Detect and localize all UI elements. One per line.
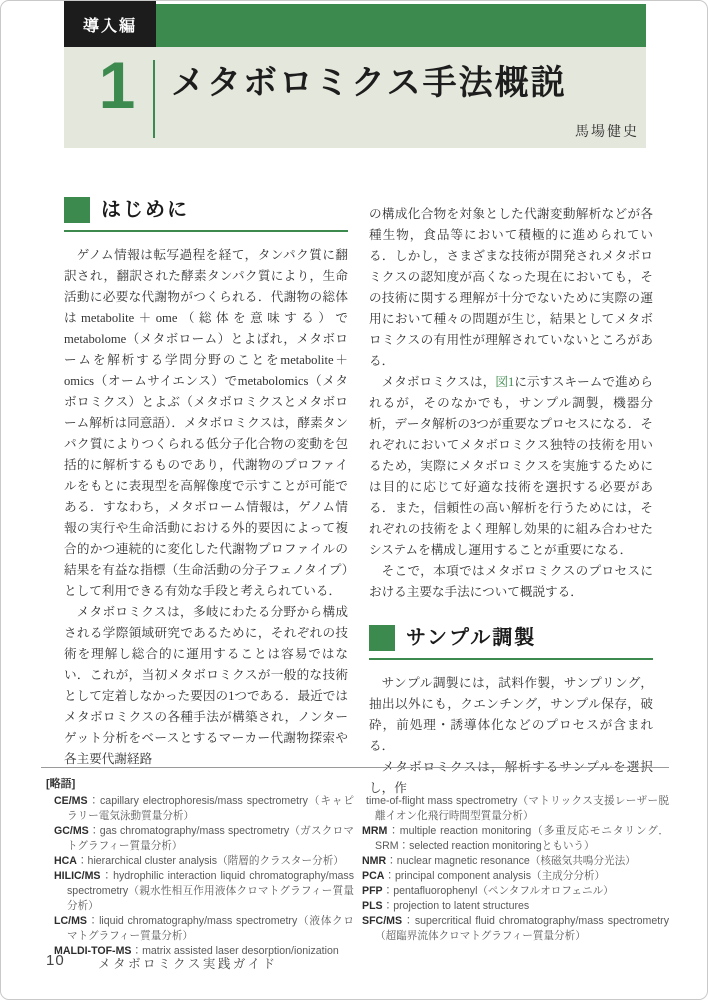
glossary-term: HCA: [54, 855, 77, 867]
glossary-entry: [362, 869, 669, 884]
glossary-def: ：liquid chromatography/mass spectrometry（液体クロマトグラフィー質量分析）: [67, 915, 354, 942]
chapter-title: メタボロミクス手法概説: [171, 64, 567, 102]
glossary-def: ：projection to latent structures: [382, 900, 530, 912]
chapter-header: [64, 47, 646, 148]
page-number: 10: [46, 952, 65, 969]
glossary-entry-continuation: [362, 794, 669, 824]
glossary-term: NMR: [362, 855, 387, 867]
section-heading-intro: [64, 197, 348, 232]
glossary-entry: [54, 914, 354, 944]
header-green-bar: [156, 4, 646, 47]
section-marker-icon: [64, 197, 90, 223]
glossary-entry: [362, 914, 669, 944]
section-heading-sample-prep-label: サンプル調製: [406, 627, 537, 649]
glossary-term: CE/MS: [54, 795, 88, 807]
glossary-label: [略語]: [46, 778, 76, 790]
glossary-def: time-of-flight mass spectrometry（マトリックス支援レーザー脱離イオン化飛行時間型質量分析）: [366, 795, 669, 822]
intro-paragraph-3: [369, 372, 653, 561]
author-name: 馬場健史: [575, 125, 639, 140]
glossary-def: ：gas chromatography/mass spectrometry（ガスクロマトグラフィー質量分析）: [67, 825, 354, 852]
right-column: [369, 197, 653, 799]
glossary-entry: [362, 884, 669, 899]
glossary-entry: [362, 899, 669, 914]
glossary-term: PLS: [362, 900, 383, 912]
glossary-entry: [54, 854, 354, 869]
glossary-def: ：capillary electrophoresis/mass spectrometry（キャピラリー電気泳動質量分析）: [67, 795, 354, 822]
title-divider: [153, 60, 155, 138]
sample-prep-paragraph-2: メタボロミクスは，解析するサンプルを選択し，作: [369, 760, 653, 795]
glossary-entry: [54, 869, 354, 914]
intro-paragraph-2: メタボロミクスは，多岐にわたる分野から構成される学際領域研究であるために，それぞれの技術を理解し総合的に運用することは容易ではない．これが，当初メタボロミクスが一般的な技術として定着しなかった要因の1つである．最近ではメタボロミクスの各種手法が構築され，ノンターゲット分析をベースとするマーカー代謝物探索や各主要代謝経路: [64, 605, 348, 766]
intro-paragraph-2-continuation: の構成化合物を対象とした代謝変動解析などが各種生物，食品等において積極的に進められている．しかし，さまざまな技術が開発されメタボロミクスの認知度が高くなった現在においても，その技術に関する理解が十分でないために実際の運用において種々の問題が生じ，結果としてメタボロミクスの有用性が理解されていないところがある．: [369, 207, 653, 368]
intro-paragraph-3-before: メタボロミクスは，: [381, 375, 496, 389]
glossary-left-column: [54, 794, 354, 959]
glossary-def: ：hydrophilic interaction liquid chromatography/mass spectrometry（親水性相互作用液体クロマトグラフィー質量分析）: [67, 870, 354, 912]
glossary-term: PCA: [362, 870, 385, 882]
glossary-term: LC/MS: [54, 915, 87, 927]
glossary-def: ：principal component analysis（主成分分析）: [384, 870, 606, 882]
glossary-def: ：hierarchical cluster analysis（階層的クラスター分析）: [76, 855, 344, 867]
glossary-entry: [54, 824, 354, 854]
glossary-def: ：supercritical fluid chromatography/mass spectrometry（超臨界流体クロマトグラフィー質量分析）: [375, 915, 669, 942]
intro-paragraph-3-after: に示すスキームで進められるが，そのなかでも，サンプル調製，機器分析，データ解析の3つが重要なプロセスになる．それぞれにおいてメタボロミクス独特の技術を用いるため，実際にメタボロミクスを実施するためには目的に応じて好適な技術を選択する必要がある．また，信頼性の高い解析を行うためには，それぞれの技術をよく理解し効果的に組み合わせたシステムを構成し運用することが重要になる．: [369, 375, 654, 557]
section-heading-intro-label: はじめに: [101, 199, 189, 221]
intro-paragraph-1: ゲノム情報は転写過程を経て，タンパク質に翻訳され，翻訳された酵素タンパク質により，生命活動に必要な代謝物がつくられる．代謝物の総体はmetabolite＋ome（総体を意味する）でmetabolome（メタボローム）とよばれ，メタボロームを解析する学問分野のことをmetabolite＋omics（オームサイエンス）でmetabolomics（メタボロミクス）とよぶ（メタボロミクスとメタボローム解析は同意語）．メタボロミクスは，酵素タンパク質によりつくられる低分子化合物の変動を包括的に解析するものであり，代謝物のプロファイルをもとに表現型を高解像度で示すことが可能である．すなわち，メタボローム情報は，ゲノム情報の実行や生命活動における外的要因によって複合的かつ連続的に変化した代謝物プロファイルの結果を有益な指標（生命活動の分子フェノタイプ）として利用できる有効な手段と考えられている．: [64, 248, 348, 598]
series-badge: 導入編: [64, 1, 156, 47]
glossary-term: MALDI-TOF-MS: [54, 945, 132, 957]
intro-paragraph-4: そこで，本項ではメタボロミクスのプロセスにおける主要な手法について概説する．: [369, 564, 653, 599]
glossary-def: ：nuclear magnetic resonance（核磁気共鳴分光法）: [386, 855, 636, 867]
glossary-def: ：matrix assisted laser desorption/ionization: [131, 945, 339, 957]
glossary-def: ：pentafluorophenyl（ペンタフルオロフェニル）: [382, 885, 614, 897]
glossary-def: ：multiple reaction monitoring（多重反応モニタリング．SRM：selected reaction monitoringともいう）: [375, 825, 669, 852]
glossary-term: SFC/MS: [362, 915, 403, 927]
figure1-reference: 図1: [495, 375, 515, 389]
sample-prep-paragraph-1: サンプル調製には，試料作製，サンプリング，抽出以外にも，クエンチング，サンプル保存，破砕，前処理・誘導体化などのプロセスが含まれる．: [369, 676, 653, 753]
left-column: [64, 197, 348, 770]
section-heading-sample-prep: [369, 625, 653, 660]
chapter-number: 1: [98, 48, 136, 122]
glossary-entry: [54, 794, 354, 824]
section-marker-icon: [369, 625, 395, 651]
glossary-term: HILIC/MS: [54, 870, 101, 882]
glossary-entry: [362, 824, 669, 854]
book-title: メタボロミクス実践ガイド: [98, 957, 278, 971]
glossary-entry: [362, 854, 669, 869]
glossary-right-column: [362, 794, 669, 959]
glossary-term: GC/MS: [54, 825, 89, 837]
glossary-columns: [54, 794, 669, 959]
glossary-term: MRM: [362, 825, 388, 837]
glossary-term: PFP: [362, 885, 383, 897]
glossary: [41, 767, 669, 959]
